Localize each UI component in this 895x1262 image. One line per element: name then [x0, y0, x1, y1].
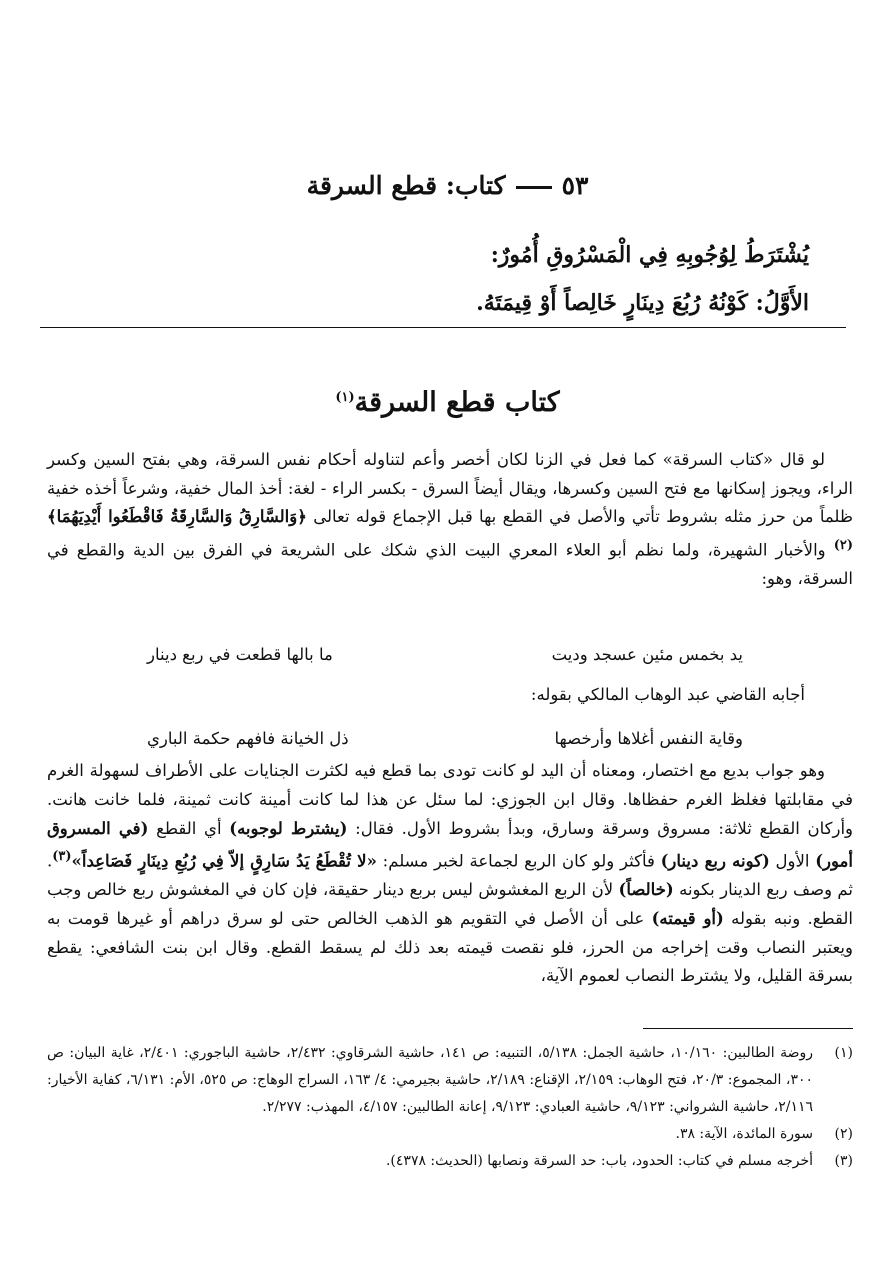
- footnote-number: (٢): [834, 1126, 853, 1142]
- commentary-title-text: كتاب قطع السرقة: [354, 387, 560, 418]
- footnote-ref-1: (١): [335, 390, 355, 405]
- matn-quote-5: (أو قيمته): [651, 908, 724, 928]
- p1-text-a: لو قال «كتاب السرقة» كما فعل في الزنا لكان أخصر وأعم لتناوله أحكام نفس السرقة، وهي بفتح السين وكسر الراء، ويجوز إسكانها مع فتح السين وكسرها، ويقال أيضاً السرق - بكسر الراء - لغة: أخذ المال خفية، وشرعاً أخذه خفية ظلماً من حرز مثله بشروط تأتي والأصل في القطع بها قبل الإجماع قوله تعالى: [47, 450, 853, 527]
- section-divider: [40, 327, 846, 328]
- paragraph-1: [47, 446, 853, 593]
- poem-verse-1: [47, 633, 853, 673]
- matn-line-1: يُشْتَرَطُ لِوُجُوبِهِ فِي الْمَسْرُوقِ أُمُورٌ:: [490, 242, 809, 268]
- p2-text-e: فأكثر ولو كان الربع لجماعة لخبر مسلم:: [382, 851, 655, 871]
- matn-quote-4: (خالصاً): [618, 880, 674, 900]
- footnote-text: أخرجه مسلم في كتاب: الحدود، باب: حد السرقة ونصابها (الحديث: ٤٣٧٨).: [385, 1153, 813, 1169]
- footnote-1: [47, 1040, 853, 1121]
- commentary-body: [47, 446, 853, 991]
- footnote-number: (٣): [834, 1153, 853, 1169]
- verse-1-second-hemistich: ما بالها قطعت في ربع دينار: [147, 645, 333, 665]
- paragraph-2: [47, 757, 853, 990]
- p2-text-h: على أن الأصل في التقويم هو الذهب الخالص حتى لو سرق دراهم أو غيرها قومت به ويعتبر النصاب وقت إخراجه من الحرز، فلو نقصت قيمته بعد ذلك لم يسقط القطع. وقال ابن بنت الشافعي: يقطع بسرقة القليل، ولا يشترط النصاب لعموم الآية،: [47, 908, 853, 986]
- footnote-divider: [643, 1028, 853, 1029]
- commentary-title: [0, 378, 895, 423]
- matn-quote-3: (كونه ربع دينار): [660, 851, 770, 871]
- p2-text-c: أي القطع: [156, 818, 222, 838]
- quran-verse: ﴿وَالسَّارِقُ وَالسَّارِقَةُ فَاقْطَعُوا أَيْدِيَهُمَا﴾: [47, 507, 307, 527]
- matn-quote-2: (في المسروق أمور): [47, 818, 853, 871]
- footnote-ref-2: (٢): [833, 537, 854, 553]
- footnote-number: (١): [834, 1045, 853, 1061]
- footnotes: [47, 1040, 853, 1175]
- footnote-text: روضة الطالبين: ١٠/١٦٠، حاشية الجمل: ٥/١٣٨، التنبيه: ص ١٤١، حاشية الشرقاوي: ٢/٤٣٢، حاشية الباجوري: ٢/٤٠١، غاية البيان: ص ٣٠٠، المجموع: ٢٠/٣، فتح الوهاب: ٢/١٥٩، الإقناع: ٢/١٨٩، حاشية بجيرمي: ٤/ ١٦٣، السراج الوهاج: ص ٥٢٥، الأم: ٦/١٣١، كفاية الأخيار: ٢/١١٦، حاشية الشرواني: ٩/١٢٣، حاشية العبادي: ٩/١٢٣، إعانة الطالبين: ٤/١٥٧، المهذب: ٢/٢٧٧.: [47, 1045, 814, 1115]
- answer-intro: أجابه القاضي عبد الوهاب المالكي بقوله:: [530, 685, 805, 705]
- p2-text-f: . ثم وصف ربع الدينار بكونه: [47, 851, 853, 900]
- footnote-3: [47, 1148, 853, 1175]
- chapter-number: ٥٣: [561, 171, 589, 200]
- p2-text-g: لأن الربع المغشوش ليس بربع دينار حقيقة، فإن كان في المغشوش ربع خالص وجب القطع. ونبه بقوله: [47, 880, 854, 928]
- verse-1-first-hemistich: يد بخمس مئين عسجد وديت: [551, 645, 743, 665]
- footnote-ref-3: (٣): [52, 849, 72, 865]
- hadith-quote: «لا تُقْطَعُ يَدُ سَارِقٍ إلاّ فِي رُبُعِ دِينَارٍ فَصَاعِداً»: [71, 851, 377, 871]
- p2-text-a: وهو جواب بديع مع اختصار، ومعناه أن اليد لو كانت تودى بما قطع فيه لكثرت الجنايات على الأطراف لسهولة الغرم في مقابلتها فغلظ الغرم حفظاها. وقال ابن الجوزي: لما سئل عن هذا لما كانت أمينة كانت ثمينة، فلما خانت هانت. وأركان القطع ثلاثة: مسروق وسرقة وسارق، وبدأ بشروط الأول. فقال:: [47, 761, 854, 838]
- p1-text-b: والأخبار الشهيرة، ولما نظم أبو العلاء المعري البيت الذي شكك على الشريعة في الفرق بين الدية والقطع في السرقة، وهو:: [47, 540, 853, 588]
- footnote-2: [47, 1121, 853, 1148]
- poem-verse-2: [47, 717, 853, 757]
- chapter-heading: [0, 168, 895, 204]
- footnote-text: سورة المائدة، الآية: ٣٨.: [675, 1126, 813, 1142]
- heading-dash: [516, 186, 552, 189]
- p2-text-d: الأول: [775, 851, 810, 871]
- matn-line-2: الأَوَّلُ: كَوْنُهُ رُبُعَ دِينَارٍ خَالِصاً أَوْ قِيمَتَهُ.: [476, 290, 809, 316]
- matn-quote-1: (يشترط لوجوبه): [229, 818, 348, 838]
- verse-2-first-hemistich: وقاية النفس أغلاها وأرخصها: [554, 729, 743, 749]
- chapter-title: كتاب: قطع السرقة: [306, 171, 506, 200]
- verse-2-second-hemistich: ذل الخيانة فافهم حكمة الباري: [147, 729, 349, 749]
